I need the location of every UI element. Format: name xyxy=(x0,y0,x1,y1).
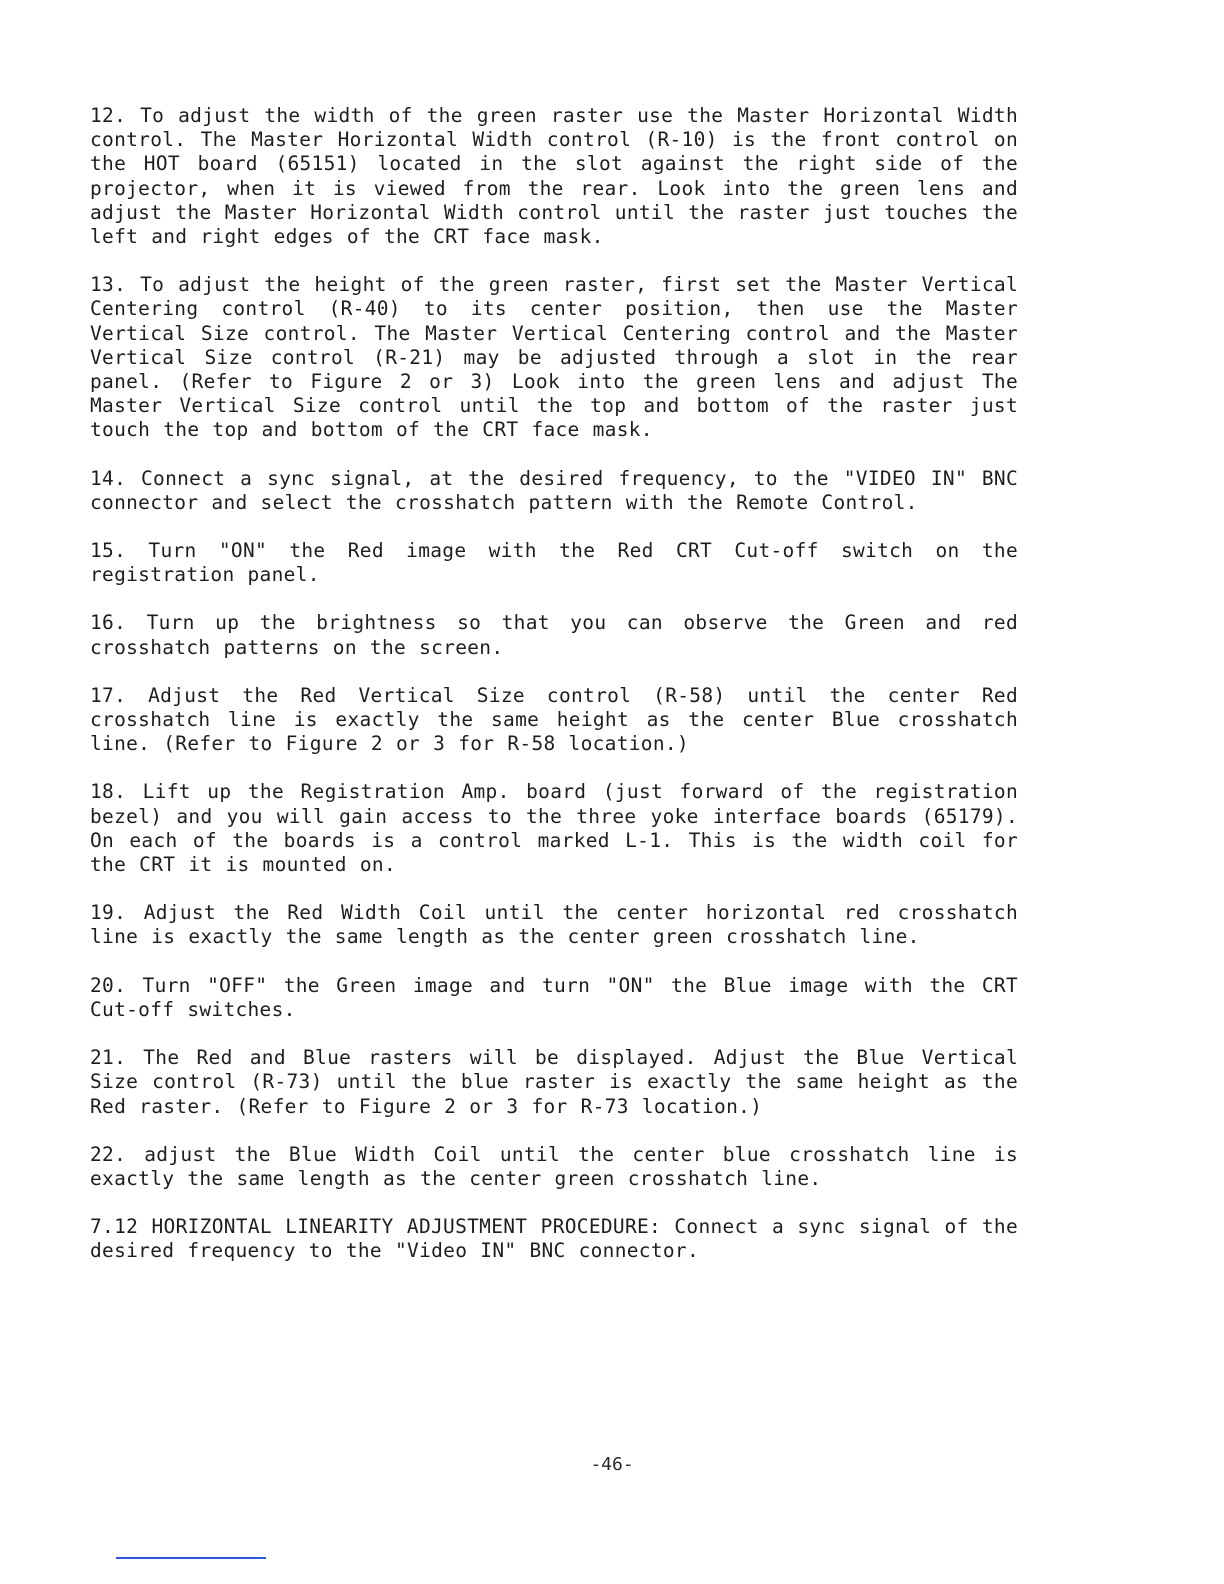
step-16-paragraph: 16. Turn up the brightness so that you can observe the Green and red crosshatch patterns on the screen. xyxy=(90,611,1018,659)
section-7-12-paragraph: 7.12 HORIZONTAL LINEARITY ADJUSTMENT PROCEDURE: Connect a sync signal of the desired frequency to the "Video IN" BNC connector. xyxy=(90,1215,1018,1263)
step-19-paragraph: 19. Adjust the Red Width Coil until the center horizontal red crosshatch line is exactly the same length as the center green crosshatch line. xyxy=(90,901,1018,949)
step-12-paragraph: 12. To adjust the width of the green raster use the Master Horizontal Width control. The Master Horizontal Width control (R-10) is the front control on the HOT board (65151) located in the slot against the right side of the projector, when it is viewed from the rear. Look into the green lens and adjust the Master Horizontal Width control until the raster just touches the left and right edges of the CRT face mask. xyxy=(90,104,1018,249)
step-20-paragraph: 20. Turn "OFF" the Green image and turn "ON" the Blue image with the CRT Cut-off switches. xyxy=(90,973,1018,1021)
step-14-paragraph: 14. Connect a sync signal, at the desired frequency, to the "VIDEO IN" BNC connector and select the crosshatch pattern with the Remote Control. xyxy=(90,466,1018,514)
step-21-paragraph: 21. The Red and Blue rasters will be displayed. Adjust the Blue Vertical Size control (R-73) until the blue raster is exactly the same height as the Red raster. (Refer to Figure 2 or 3 for R-73 location.) xyxy=(90,1046,1018,1118)
document-body xyxy=(90,104,1018,1264)
footer-rule xyxy=(116,1557,266,1559)
step-18-paragraph: 18. Lift up the Registration Amp. board (just forward of the registration bezel) and you will gain access to the three yoke interface boards (65179). On each of the boards is a control marked L-1. This is the width coil for the CRT it is mounted on. xyxy=(90,780,1018,877)
step-22-paragraph: 22. adjust the Blue Width Coil until the center blue crosshatch line is exactly the same length as the center green crosshatch line. xyxy=(90,1142,1018,1190)
page-number: -46- xyxy=(590,1454,634,1475)
step-17-paragraph: 17. Adjust the Red Vertical Size control (R-58) until the center Red crosshatch line is exactly the same height as the center Blue crosshatch line. (Refer to Figure 2 or 3 for R-58 location.) xyxy=(90,683,1018,756)
step-15-paragraph: 15. Turn "ON" the Red image with the Red CRT Cut-off switch on the registration panel. xyxy=(90,539,1018,587)
step-13-paragraph: 13. To adjust the height of the green raster, first set the Master Vertical Centering control (R-40) to its center position, then use the Master Vertical Size control. The Master Vertical Centering control and the Master Vertical Size control (R-21) may be adjusted through a slot in the rear panel. (Refer to Figure 2 or 3) Look into the green lens and adjust The Master Vertical Size control until the top and bottom of the raster just touch the top and bottom of the CRT face mask. xyxy=(90,273,1018,442)
